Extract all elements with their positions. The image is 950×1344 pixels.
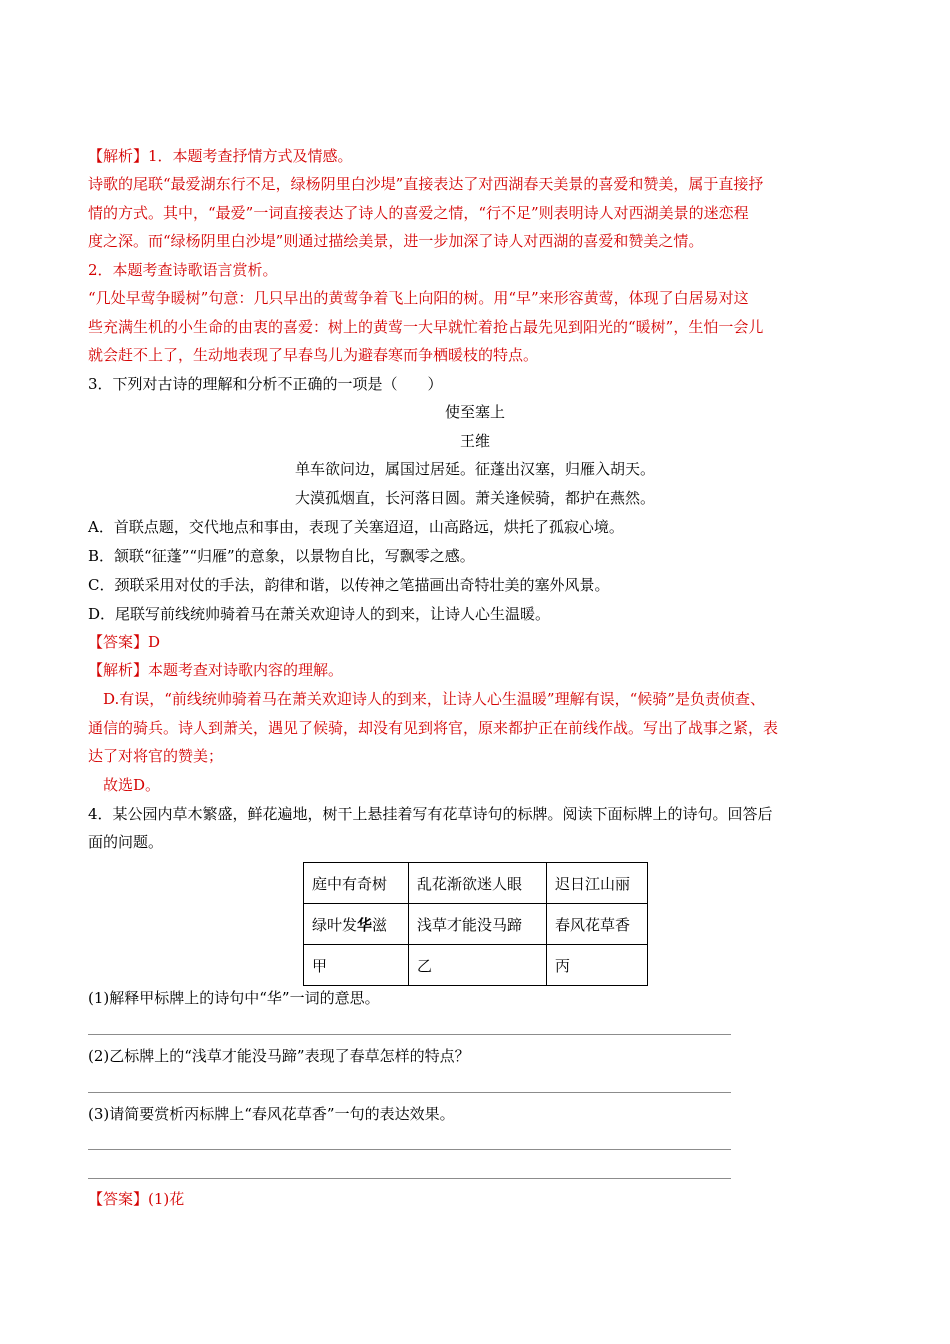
table-cell: 庭中有奇树 xyxy=(304,863,409,904)
answer-line[interactable] xyxy=(88,1034,731,1035)
sub-question-3: (3)请简要赏析丙标牌上“春风花草香”一句的表达效果。 xyxy=(88,1105,455,1123)
question-4-stem-line-2: 面的问题。 xyxy=(88,833,164,851)
sub-question-1: (1)解释甲标牌上的诗句中“华”一词的意思。 xyxy=(88,989,380,1007)
table-cell: 丙 xyxy=(547,945,648,986)
question-3-analysis-line-1: D.有误，“前线统帅骑着马在萧关欢迎诗人的到来，让诗人心生温暖”理解有误，“候骑”是负责侦查、 xyxy=(88,690,765,708)
question-4-stem-line-1: 4．某公园内草木繁盛，鲜花遍地，树干上悬挂着写有花草诗句的标牌。阅读下面标牌上的诗句。回答后 xyxy=(88,805,773,823)
table-cell xyxy=(304,904,409,945)
question-3-stem: 3．下列对古诗的理解和分析不正确的一项是（ ） xyxy=(88,375,443,393)
analysis-q1-title: 1．本题考查抒情方式及情感。 xyxy=(148,147,353,165)
analysis-label: 【解析】 xyxy=(88,661,149,679)
question-3-analysis-line-2: 通信的骑兵。诗人到萧关，遇见了候骑，却没有见到将官，原来都护正在前线作战。写出了战事之紧，表 xyxy=(88,719,779,737)
poem-line-1: 单车欲问边，属国过居延。征蓬出汉塞，归雁入胡天。 xyxy=(294,460,655,478)
analysis-q1-line-1: 诗歌的尾联“最爱湖东行不足，绿杨阴里白沙堤”直接表达了对西湖春天美景的喜爱和赞美，属于直接抒 xyxy=(88,175,764,193)
question-3-conclusion: 故选D。 xyxy=(88,776,161,794)
poem-title: 使至塞上 xyxy=(444,403,505,421)
analysis-q2-line-2: 些充满生机的小生命的由衷的喜爱：树上的黄莺一大早就忙着抢占最先见到阳光的“暖树”，生怕一会儿 xyxy=(88,318,764,336)
answer-label: 【答案】 xyxy=(88,1190,149,1208)
analysis-q2-title: 2．本题考查诗歌语言赏析。 xyxy=(88,261,278,279)
table-cell: 甲 xyxy=(304,945,409,986)
analysis-q2-line-1: “几处早莺争暖树”句意：几只早出的黄莺争着飞上向阳的树。用“早”来形容黄莺，体现了白居易对这 xyxy=(88,289,749,307)
table-cell: 浅草才能没马蹄 xyxy=(409,904,547,945)
analysis-q1-line-3: 度之深。而“绿杨阴里白沙堤”则通过描绘美景，进一步加深了诗人对西湖的喜爱和赞美之情。 xyxy=(88,232,704,250)
table-cell: 迟日江山丽 xyxy=(547,863,648,904)
answer-line[interactable] xyxy=(88,1092,731,1093)
question-3-answer xyxy=(88,632,160,652)
sub-question-2: (2)乙标牌上的“浅草才能没马蹄”表现了春草怎样的特点？ xyxy=(88,1047,470,1065)
table-row xyxy=(304,904,648,945)
question-3-analysis-line-3: 达了对将官的赞美； xyxy=(88,747,224,765)
answer-line[interactable] xyxy=(88,1178,731,1179)
analysis-q1-line-2: 情的方式。其中，“最爱”一词直接表达了诗人的喜爱之情，“行不足”则表明诗人对西湖美景的迷恋程 xyxy=(88,204,749,222)
analysis-label: 【解析】 xyxy=(88,147,149,165)
table-row xyxy=(304,945,648,986)
answer-label: 【答案】 xyxy=(88,633,149,651)
option-d: D．尾联写前线统帅骑着马在萧关欢迎诗人的到来，让诗人心生温暖。 xyxy=(88,605,551,623)
question-3-analysis-title: 本题考查对诗歌内容的理解。 xyxy=(148,661,344,679)
poem-author: 王维 xyxy=(459,432,490,450)
question-3-analysis-heading xyxy=(88,660,343,680)
analysis-q1-heading xyxy=(88,146,353,166)
cell-text: 滋 xyxy=(372,915,388,934)
table-row xyxy=(304,863,648,904)
poem-line-2: 大漠孤烟直，长河落日圆。萧关逢候骑，都护在燕然。 xyxy=(294,489,655,507)
table-cell: 乙 xyxy=(409,945,547,986)
table-cell: 春风花草香 xyxy=(547,904,648,945)
cell-text: 绿叶发 xyxy=(312,915,358,934)
option-a: A．首联点题，交代地点和事由，表现了关塞迢迢，山高路远，烘托了孤寂心境。 xyxy=(88,518,624,536)
option-b: B．颔联“征蓬”“归雁”的意象，以景物自比，写飘零之感。 xyxy=(88,547,475,565)
analysis-q2-line-3: 就会赶不上了，生动地表现了早春鸟儿为避春寒而争栖暖枝的特点。 xyxy=(88,346,539,364)
question-4-answer xyxy=(88,1189,184,1209)
answer-line[interactable] xyxy=(88,1149,731,1150)
answer-value: (1)花 xyxy=(148,1190,185,1208)
signs-table xyxy=(303,862,648,986)
cell-text-highlight: 华 xyxy=(357,915,373,934)
table-cell: 乱花渐欲迷人眼 xyxy=(409,863,547,904)
answer-value: D xyxy=(148,633,161,651)
option-c: C．颈联采用对仗的手法，韵律和谐，以传神之笔描画出奇特壮美的塞外风景。 xyxy=(88,576,610,594)
